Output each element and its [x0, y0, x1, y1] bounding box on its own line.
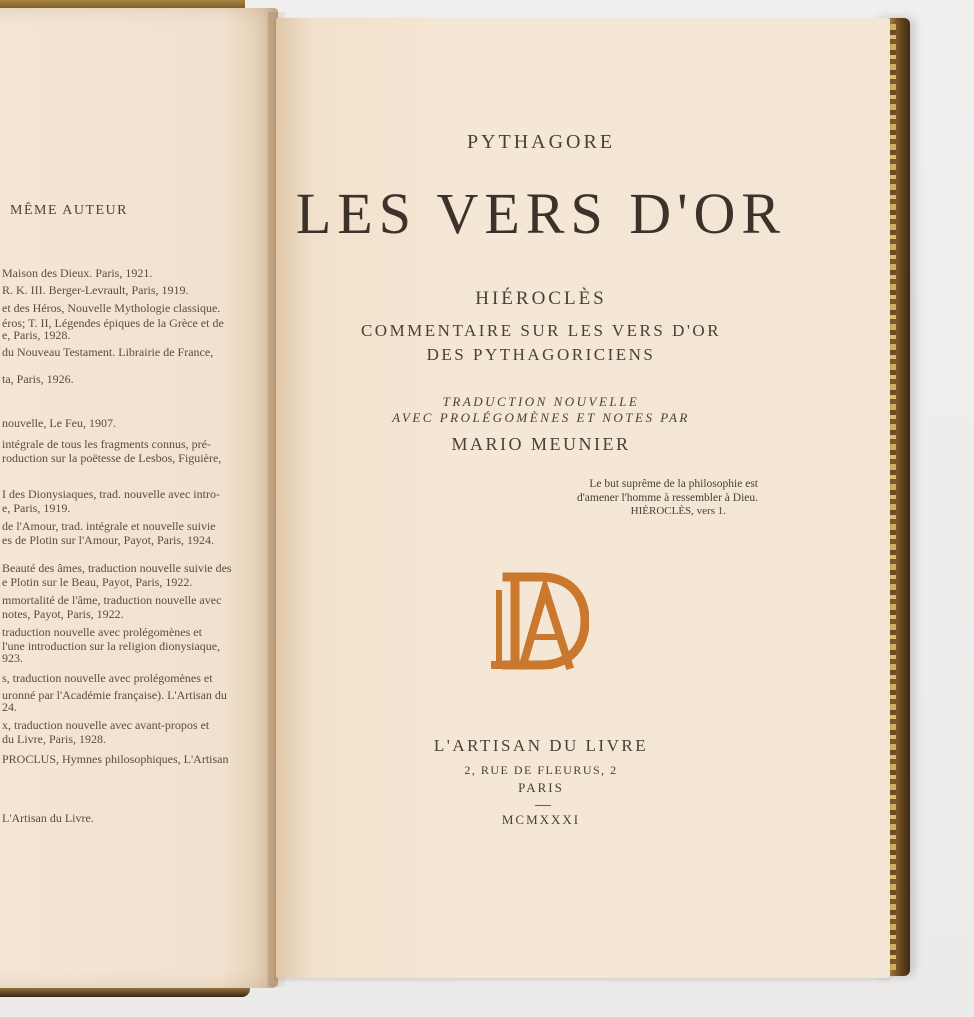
bibliography-entry-line: traduction nouvelle avec prolégomènes et [2, 625, 202, 639]
bibliography-entry-line: du Nouveau Testament. Librairie de France, [2, 345, 214, 359]
author-name: PYTHAGORE [466, 131, 616, 153]
publisher-monogram-logo [489, 571, 589, 671]
bibliography-entry-line: l'une introduction sur la religion dionysiaque, [2, 639, 221, 653]
bibliography-entry-line: e, Paris, 1919. [2, 501, 71, 515]
bibliography-entry-line: PROCLUS, Hymnes philosophiques, L'Artisan [2, 752, 229, 766]
publication-year: MCMXXXI [501, 812, 581, 827]
book-title: LES VERS D'OR [295, 181, 787, 246]
bibliography-entry-line: e Plotin sur le Beau, Payot, Paris, 1922. [2, 575, 193, 589]
publisher-city: PARIS [518, 780, 564, 795]
bibliography-entry-line: Beauté des âmes, traduction nouvelle suivie des [2, 561, 232, 575]
bibliography-entry-line: du Livre, Paris, 1928. [2, 732, 106, 746]
bibliography-entry-line: et des Héros, Nouvelle Mythologie classique. [2, 301, 221, 315]
bibliography-entry-line: x, traduction nouvelle avec avant-propos et [2, 718, 210, 732]
bibliography-entry-line: nouvelle, Le Feu, 1907. [2, 416, 116, 430]
title-page [276, 18, 890, 978]
bibliography-entry-line: 923. [2, 651, 23, 665]
bibliography-entry-line: es de Plotin sur l'Amour, Payot, Paris, 1924. [2, 533, 215, 547]
translator-name: MARIO MEUNIER [451, 434, 631, 454]
translation-line-1: TRADUCTION NOUVELLE [442, 394, 640, 409]
bibliography-entry-line: uronné par l'Académie française). L'Artisan du [2, 688, 227, 702]
divider-rule [535, 805, 551, 806]
left-page-heading: MÊME AUTEUR [10, 203, 128, 218]
bibliography-entry-line: Maison des Dieux. Paris, 1921. [2, 266, 153, 280]
bibliography-entry-line: notes, Payot, Paris, 1922. [2, 607, 124, 621]
bibliography-entry-line: ta, Paris, 1926. [2, 372, 74, 386]
bibliography-entry-line: 24. [2, 700, 17, 714]
epigraph-source: HIÉROCLÈS, vers 1. [630, 505, 726, 517]
bibliography-entry-line: e, Paris, 1928. [2, 328, 71, 342]
bibliography-entry-line: R. K. III. Berger-Levrault, Paris, 1919. [2, 283, 189, 297]
epigraph-line-1: Le but suprême de la philosophie est [589, 478, 758, 490]
bibliography-entry-line: L'Artisan du Livre. [2, 811, 94, 825]
publisher-address: 2, RUE DE FLEURUS, 2 [464, 763, 618, 777]
bibliography-entry-line: de l'Amour, trad. intégrale et nouvelle suivie [2, 519, 216, 533]
publisher-name: L'ARTISAN DU LIVRE [433, 736, 649, 755]
commentary-line-2: DES PYTHAGORICIENS [426, 345, 656, 364]
commentary-line-1: COMMENTAIRE SUR LES VERS D'OR [360, 321, 722, 340]
epigraph-line-2: d'amener l'homme à ressembler à Dieu. [576, 492, 758, 504]
bibliography-entry-line: mmortalité de l'âme, traduction nouvelle avec [2, 593, 222, 607]
commentator-name: HIÉROCLÈS [475, 288, 607, 309]
bibliography-entry-line: roduction sur la poëtesse de Lesbos, Figuière, [2, 451, 222, 465]
bibliography-entry-line: éros; T. II, Légendes épiques de la Grèce et de [2, 316, 224, 330]
bibliography-entry-line: I des Dionysiaques, trad. nouvelle avec intro- [2, 487, 220, 501]
left-page [0, 8, 278, 988]
bibliography-entry-line: s, traduction nouvelle avec prolégomènes et [2, 671, 213, 685]
translation-line-2: AVEC PROLÉGOMÈNES ET NOTES PAR [392, 410, 690, 425]
bibliography-entry-line: intégrale de tous les fragments connus, pré- [2, 437, 211, 451]
epigraph [538, 477, 758, 505]
